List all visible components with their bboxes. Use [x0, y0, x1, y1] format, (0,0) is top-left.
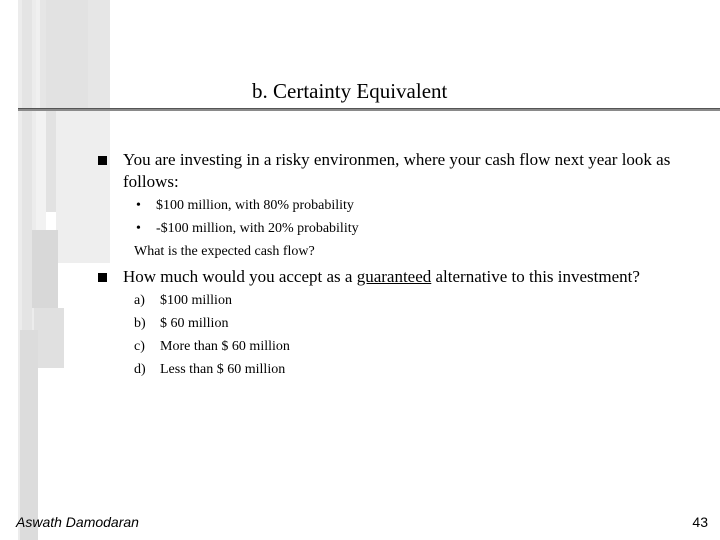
- page-number: 43: [692, 514, 708, 530]
- decorative-bar: [56, 108, 110, 263]
- option-text: More than $ 60 million: [160, 339, 290, 354]
- option-text: Less than $ 60 million: [160, 362, 286, 377]
- decorative-bar: [32, 230, 58, 308]
- slide-title: b. Certainty Equivalent: [252, 79, 448, 103]
- square-bullet-icon: [98, 156, 107, 165]
- emphasis-guaranteed: guaranteed: [356, 267, 432, 286]
- bullet-icon: •: [136, 221, 141, 236]
- followup-question: What is the expected cash flow?: [134, 244, 315, 259]
- option-letter: b): [134, 316, 146, 331]
- outcome-item: -$100 million, with 20% probability: [156, 221, 359, 236]
- question-text: How much would you accept as a: [123, 267, 357, 286]
- option-text: $ 60 million: [160, 316, 229, 331]
- option-letter: a): [134, 293, 145, 308]
- question-certainty-equivalent: [123, 266, 640, 288]
- outcome-item: $100 million, with 80% probability: [156, 198, 354, 213]
- option-letter: d): [134, 362, 146, 377]
- decorative-bar: [34, 308, 64, 368]
- question-investment: You are investing in a risky environmen, where your cash flow next year look as follows:: [123, 150, 671, 191]
- square-bullet-icon: [98, 273, 107, 282]
- bullet-icon: •: [136, 198, 141, 213]
- decorative-bar: [20, 330, 38, 540]
- question-text: alternative to this investment?: [431, 267, 640, 286]
- title-divider-line: [18, 108, 720, 109]
- option-text: $100 million: [160, 293, 232, 308]
- option-letter: c): [134, 339, 145, 354]
- footer-author: Aswath Damodaran: [16, 514, 139, 530]
